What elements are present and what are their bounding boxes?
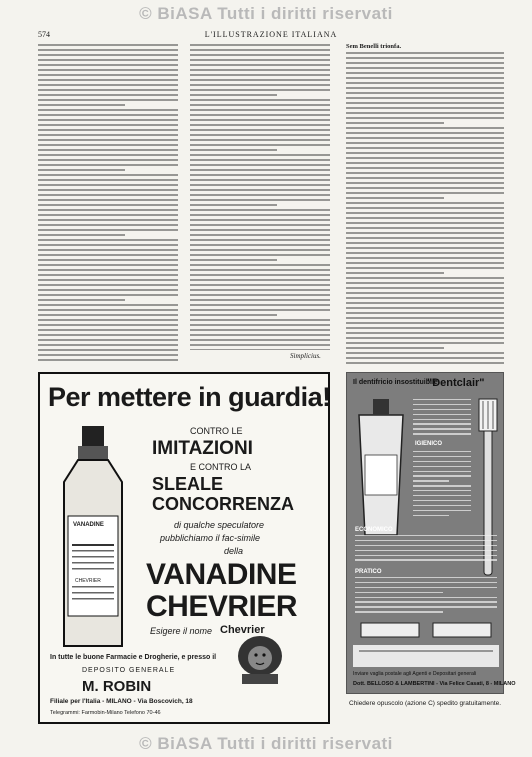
- text-line-placeholder: [355, 601, 497, 602]
- text-line-placeholder: [38, 339, 178, 341]
- text-line-placeholder: [38, 109, 178, 111]
- text-line-placeholder: [346, 207, 504, 209]
- text-line-placeholder: [38, 214, 178, 216]
- text-line-placeholder: [346, 227, 504, 229]
- ad-line-concorrenza: CONCORRENZA: [152, 494, 294, 514]
- vanadine-advertisement: [38, 372, 330, 724]
- text-line-placeholder: [346, 282, 504, 284]
- text-line-placeholder: [346, 222, 504, 224]
- text-line-placeholder: [38, 134, 178, 136]
- text-line-placeholder: [38, 194, 178, 196]
- text-line-placeholder: [190, 329, 330, 331]
- text-line-placeholder: [190, 264, 330, 266]
- text-line-placeholder: [38, 309, 178, 311]
- toothbrush-ad-caption: Chiedere opuscolo (azione C) spedito gratuitamente.: [348, 700, 502, 707]
- text-line-placeholder: [38, 224, 178, 226]
- text-line-placeholder: [413, 510, 471, 511]
- text-line-placeholder: [346, 157, 504, 159]
- text-line-placeholder: [38, 144, 178, 146]
- text-line-placeholder: [346, 137, 504, 139]
- vanadine-bottle-illustration: [54, 426, 132, 652]
- text-line-placeholder: [38, 74, 178, 76]
- text-line-placeholder: [346, 257, 504, 259]
- text-line-placeholder: [190, 309, 330, 311]
- text-line-placeholder: [190, 74, 330, 76]
- text-line-placeholder: [346, 202, 504, 204]
- text-line-placeholder: [346, 317, 504, 319]
- text-line-placeholder: [355, 535, 497, 536]
- text-line-placeholder: [38, 119, 178, 121]
- text-line-placeholder: [346, 297, 504, 299]
- text-line-placeholder: [346, 162, 504, 164]
- text-line-placeholder: [190, 344, 330, 346]
- text-line-placeholder: [38, 89, 178, 91]
- text-line-placeholder: [346, 237, 504, 239]
- text-line-placeholder: [38, 254, 178, 256]
- toothbrush-ad-footer-1: Inviare vaglia postale agli Agenti e Depositari generali: [353, 671, 477, 677]
- running-header: [38, 30, 504, 42]
- ad-line-speculatore: di qualche speculatore: [174, 520, 265, 530]
- text-line-placeholder: [355, 611, 443, 612]
- text-line-placeholder: [38, 49, 178, 51]
- text-line-placeholder: [346, 322, 504, 324]
- article-column-2: [190, 44, 330, 350]
- text-line-placeholder: [38, 359, 178, 361]
- text-line-placeholder: [413, 466, 471, 467]
- page-number: 574: [38, 30, 50, 39]
- text-line-placeholder: [346, 132, 504, 134]
- text-line-placeholder: [190, 324, 330, 326]
- text-line-placeholder: [190, 134, 330, 136]
- text-line-placeholder: [346, 307, 504, 309]
- text-line-placeholder: [346, 122, 444, 124]
- text-line-placeholder: [346, 277, 504, 279]
- text-line-placeholder: [413, 404, 471, 405]
- toothbrush-ad-keyword-pratico: PRATICO: [355, 569, 382, 575]
- text-line-placeholder: [413, 480, 449, 481]
- text-line-placeholder: [346, 197, 444, 199]
- text-line-placeholder: [38, 289, 178, 291]
- text-line-placeholder: [346, 72, 504, 74]
- text-line-placeholder: [346, 337, 504, 339]
- text-line-placeholder: [346, 172, 504, 174]
- toothbrush-ad-text-d: [355, 577, 497, 617]
- bottle-label: VANADINE: [73, 522, 104, 528]
- text-line-placeholder: [38, 69, 178, 71]
- text-line-placeholder: [190, 54, 330, 56]
- text-line-placeholder: [346, 327, 504, 329]
- text-line-placeholder: [413, 485, 471, 486]
- text-line-placeholder: [38, 114, 178, 116]
- text-line-placeholder: [38, 219, 178, 221]
- text-line-placeholder: [413, 428, 471, 429]
- text-line-placeholder: [190, 99, 330, 101]
- text-line-placeholder: [346, 242, 504, 244]
- text-line-placeholder: [346, 107, 504, 109]
- text-line-placeholder: [190, 284, 330, 286]
- text-line-placeholder: [190, 334, 330, 336]
- ad-brand-vanadine: VANADINE: [146, 558, 297, 591]
- toothpaste-tube-illustration: [351, 395, 411, 545]
- article-column-1: [38, 44, 178, 362]
- text-line-placeholder: [346, 247, 504, 249]
- text-line-placeholder: [355, 606, 497, 607]
- text-line-placeholder: [413, 490, 471, 491]
- text-line-placeholder: [413, 461, 471, 462]
- text-line-placeholder: [38, 319, 178, 321]
- text-line-placeholder: [346, 57, 504, 59]
- text-line-placeholder: [38, 204, 178, 206]
- text-line-placeholder: [38, 209, 178, 211]
- text-line-placeholder: [190, 139, 330, 141]
- text-line-placeholder: [38, 249, 178, 251]
- ad-distribution-line-1: In tutte le buone Farmacie e Drogherie, e presso il: [50, 654, 217, 661]
- text-line-placeholder: [413, 500, 471, 501]
- ad-line-della: della: [224, 546, 244, 556]
- watermark-top: © BiASA Tutti i diritti riservati: [139, 4, 393, 23]
- text-line-placeholder: [190, 164, 330, 166]
- text-line-placeholder: [190, 274, 330, 276]
- text-line-placeholder: [190, 299, 330, 301]
- text-line-placeholder: [38, 44, 178, 46]
- text-line-placeholder: [190, 44, 330, 46]
- ad-line-imitazioni: IMITAZIONI: [152, 438, 253, 459]
- text-line-placeholder: [346, 142, 504, 144]
- text-line-placeholder: [38, 129, 178, 131]
- text-line-placeholder: [413, 456, 471, 457]
- text-line-placeholder: [38, 329, 178, 331]
- text-line-placeholder: [413, 399, 471, 400]
- text-line-placeholder: [190, 184, 330, 186]
- text-line-placeholder: [38, 229, 178, 231]
- text-line-placeholder: [190, 59, 330, 61]
- text-line-placeholder: [38, 354, 178, 356]
- text-line-placeholder: [346, 167, 504, 169]
- text-line-placeholder: [346, 102, 504, 104]
- text-line-placeholder: [38, 274, 178, 276]
- text-line-placeholder: [38, 244, 178, 246]
- text-line-placeholder: [38, 184, 178, 186]
- text-line-placeholder: [413, 451, 471, 452]
- text-line-placeholder: [190, 304, 330, 306]
- text-line-placeholder: [190, 289, 330, 291]
- text-line-placeholder: [190, 199, 330, 201]
- text-line-placeholder: [346, 292, 504, 294]
- text-line-placeholder: [190, 234, 330, 236]
- text-line-placeholder: [190, 189, 330, 191]
- text-line-placeholder: [346, 92, 504, 94]
- text-line-placeholder: [346, 332, 504, 334]
- text-line-placeholder: [346, 187, 504, 189]
- ad-esigere-brand: Chevrier: [220, 624, 265, 636]
- text-line-placeholder: [346, 312, 504, 314]
- toothbrush-heads-illustration: [357, 619, 495, 641]
- text-line-placeholder: [346, 267, 504, 269]
- toothbrush-ad-text-b: [413, 451, 471, 521]
- text-line-placeholder: [355, 559, 497, 560]
- text-line-placeholder: [413, 495, 471, 496]
- text-line-placeholder: [355, 582, 497, 583]
- text-line-placeholder: [38, 234, 125, 236]
- text-line-placeholder: [413, 409, 471, 410]
- text-line-placeholder: [346, 87, 504, 89]
- text-line-placeholder: [346, 272, 444, 274]
- text-line-placeholder: [38, 344, 178, 346]
- text-line-placeholder: [190, 259, 277, 261]
- text-line-placeholder: [190, 314, 277, 316]
- article-signature: Simplicius.: [290, 352, 321, 360]
- text-line-placeholder: [346, 192, 504, 194]
- text-line-placeholder: [190, 254, 330, 256]
- text-line-placeholder: [190, 104, 330, 106]
- text-line-placeholder: [38, 324, 178, 326]
- text-line-placeholder: [190, 49, 330, 51]
- toothbrush-ad-keyword-economico: ECONOMICO: [355, 527, 393, 533]
- text-line-placeholder: [413, 475, 471, 476]
- text-line-placeholder: [355, 587, 497, 588]
- text-line-placeholder: [346, 82, 504, 84]
- text-line-placeholder: [346, 52, 504, 54]
- toothbrush-ad-footer-2: Dott. BELLOSO & LAMBERTINI - Via Felice Casati, 8 - MILANO: [353, 681, 516, 687]
- toothbrush-ad-keyword-igienico: IGIENICO: [415, 441, 443, 447]
- text-line-placeholder: [38, 149, 178, 151]
- text-line-placeholder: [346, 77, 504, 79]
- text-line-placeholder: [38, 314, 178, 316]
- text-line-placeholder: [413, 505, 471, 506]
- text-line-placeholder: [346, 347, 444, 349]
- ad-line-fac-simile: pubblichiamo il fac-simile: [160, 533, 261, 543]
- text-line-placeholder: [38, 159, 178, 161]
- sidebar-heading: Sem Benelli trionfa.: [346, 43, 402, 50]
- text-line-placeholder: [190, 89, 330, 91]
- text-line-placeholder: [190, 319, 330, 321]
- text-line-placeholder: [190, 159, 330, 161]
- text-line-placeholder: [190, 229, 330, 231]
- ad-distribution-line-5: Telegrammi: Farmobin-Milano Telefono 70-46: [50, 710, 161, 716]
- toothbrush-advertisement: [346, 372, 516, 694]
- text-line-placeholder: [190, 219, 330, 221]
- text-line-placeholder: [38, 94, 178, 96]
- text-line-placeholder: [190, 179, 330, 181]
- text-line-placeholder: [346, 182, 504, 184]
- text-line-placeholder: [190, 129, 330, 131]
- text-line-placeholder: [190, 79, 330, 81]
- toothbrush-ad-text-a: [413, 399, 471, 439]
- text-line-placeholder: [190, 64, 330, 66]
- text-line-placeholder: [190, 169, 330, 171]
- text-line-placeholder: [190, 244, 330, 246]
- text-line-placeholder: [355, 550, 497, 551]
- text-line-placeholder: [38, 64, 178, 66]
- text-line-placeholder: [190, 94, 277, 96]
- text-line-placeholder: [355, 540, 497, 541]
- text-line-placeholder: [346, 127, 504, 129]
- text-line-placeholder: [413, 433, 471, 434]
- text-line-placeholder: [38, 59, 178, 61]
- ad-line-contro-le: CONTRO LE: [190, 426, 243, 436]
- text-line-placeholder: [190, 269, 330, 271]
- text-line-placeholder: [38, 199, 178, 201]
- text-line-placeholder: [190, 119, 330, 121]
- ad-distribution-line-2: DEPOSITO GENERALE: [82, 667, 176, 674]
- text-line-placeholder: [38, 139, 178, 141]
- text-line-placeholder: [38, 304, 178, 306]
- text-line-placeholder: [190, 124, 330, 126]
- text-line-placeholder: [346, 67, 504, 69]
- bottle-sub-label: CHEVRIER: [75, 578, 101, 584]
- text-line-placeholder: [38, 169, 125, 171]
- text-line-placeholder: [190, 174, 330, 176]
- text-line-placeholder: [346, 147, 504, 149]
- text-line-placeholder: [346, 112, 504, 114]
- ad-headline: Per mettere in guardia!: [48, 382, 331, 412]
- text-line-placeholder: [38, 269, 178, 271]
- text-line-placeholder: [190, 239, 330, 241]
- toothbrush-ad-text-c: [355, 535, 497, 565]
- text-line-placeholder: [190, 349, 330, 350]
- toothbrush-ad-order-box: [353, 645, 499, 667]
- lion-trademark-icon: [230, 632, 290, 688]
- text-line-placeholder: [346, 342, 504, 344]
- text-line-placeholder: [190, 249, 330, 251]
- text-line-placeholder: [355, 555, 497, 556]
- text-line-placeholder: [190, 279, 330, 281]
- text-line-placeholder: [413, 423, 471, 424]
- text-line-placeholder: [190, 204, 277, 206]
- text-line-placeholder: [190, 224, 330, 226]
- text-line-placeholder: [355, 545, 497, 546]
- text-line-placeholder: [38, 104, 125, 106]
- text-line-placeholder: [38, 294, 178, 296]
- text-line-placeholder: [190, 294, 330, 296]
- ad-line-sleale: SLEALE: [152, 474, 224, 494]
- text-line-placeholder: [38, 154, 178, 156]
- text-line-placeholder: [190, 144, 330, 146]
- text-line-placeholder: [190, 84, 330, 86]
- toothbrush-ad-title-b: "Dentclair": [427, 377, 485, 389]
- text-line-placeholder: [190, 209, 330, 211]
- text-line-placeholder: [38, 259, 178, 261]
- text-line-placeholder: [346, 287, 504, 289]
- text-line-placeholder: [38, 264, 178, 266]
- text-line-placeholder: [355, 597, 497, 598]
- watermark-bottom: © BiASA Tutti i diritti riservati: [139, 734, 393, 753]
- text-line-placeholder: [346, 177, 504, 179]
- text-line-placeholder: [346, 252, 504, 254]
- text-line-placeholder: [190, 194, 330, 196]
- text-line-placeholder: [190, 154, 330, 156]
- text-line-placeholder: [346, 362, 504, 364]
- text-line-placeholder: [413, 419, 471, 420]
- text-line-placeholder: [346, 232, 504, 234]
- text-line-placeholder: [413, 414, 471, 415]
- text-line-placeholder: [346, 212, 504, 214]
- text-line-placeholder: [38, 189, 178, 191]
- publication-title: L'ILLUSTRAZIONE ITALIANA: [204, 30, 338, 39]
- text-line-placeholder: [190, 149, 277, 151]
- text-line-placeholder: [38, 299, 125, 301]
- text-line-placeholder: [38, 239, 178, 241]
- text-line-placeholder: [38, 349, 178, 351]
- text-line-placeholder: [346, 262, 504, 264]
- text-line-placeholder: [190, 339, 330, 341]
- text-line-placeholder: [190, 109, 330, 111]
- text-line-placeholder: [355, 577, 497, 578]
- text-line-placeholder: [346, 117, 504, 119]
- toothbrush-ad-title-a: Il dentifricio insostituibile: [353, 379, 438, 386]
- text-line-placeholder: [38, 124, 178, 126]
- text-line-placeholder: [346, 217, 504, 219]
- text-line-placeholder: [346, 352, 504, 354]
- text-line-placeholder: [346, 357, 504, 359]
- text-line-placeholder: [355, 592, 443, 593]
- text-line-placeholder: [413, 515, 449, 516]
- sidebar-column: [346, 52, 504, 366]
- text-line-placeholder: [38, 54, 178, 56]
- text-line-placeholder: [346, 152, 504, 154]
- ad-esigere-text: Esigere il nome: [150, 626, 213, 636]
- text-line-placeholder: [38, 334, 178, 336]
- text-line-placeholder: [38, 84, 178, 86]
- text-line-placeholder: [413, 471, 471, 472]
- text-line-placeholder: [190, 69, 330, 71]
- text-line-placeholder: [38, 79, 178, 81]
- text-line-placeholder: [38, 284, 178, 286]
- ad-line-e-contro-la: E CONTRO LA: [190, 462, 252, 472]
- text-line-placeholder: [346, 62, 504, 64]
- text-line-placeholder: [190, 214, 330, 216]
- text-line-placeholder: [190, 114, 330, 116]
- text-line-placeholder: [38, 279, 178, 281]
- text-line-placeholder: [38, 179, 178, 181]
- ad-brand-chevrier: CHEVRIER: [146, 590, 298, 623]
- text-line-placeholder: [38, 174, 178, 176]
- ad-distribution-line-3: M. ROBIN: [82, 678, 152, 695]
- text-line-placeholder: [38, 164, 178, 166]
- ad-distribution-line-4: Filiale per l'Italia - MILANO - Via Boscovich, 18: [50, 698, 193, 705]
- text-line-placeholder: [346, 97, 504, 99]
- text-line-placeholder: [38, 99, 178, 101]
- text-line-placeholder: [346, 302, 504, 304]
